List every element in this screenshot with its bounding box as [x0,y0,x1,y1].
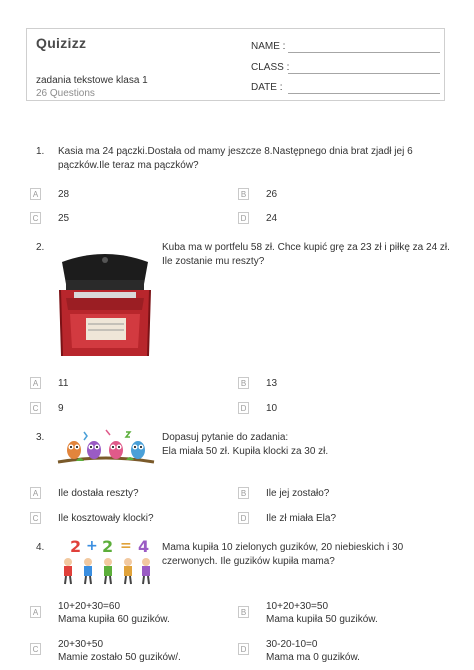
worksheet-title: zadania tekstowe klasa 1 [36,75,148,86]
option-text[interactable]: 28 [58,189,70,200]
option-letter[interactable]: C [30,643,41,655]
question-number: 3. [36,432,45,443]
date-line[interactable] [288,93,440,94]
option-text[interactable]: Ile kosztowały klocki? [58,513,154,524]
class-label: CLASS : [251,62,290,73]
option-letter[interactable]: B [238,487,249,499]
question-number: 2. [36,242,45,253]
class-line[interactable] [288,73,440,74]
quizizz-logo: Quizizz [36,35,87,51]
svg-text:2: 2 [102,537,114,556]
option-letter[interactable]: A [30,487,41,499]
owls-image [56,428,156,474]
svg-text:+: + [86,538,98,554]
svg-text:4: 4 [138,537,150,556]
option-text[interactable]: Ile dostała reszty? [58,488,139,499]
option-letter[interactable]: D [238,512,249,524]
math-kids-image [56,536,156,586]
question-number: 4. [36,542,45,553]
option-text[interactable]: Ile jej zostało? [266,488,330,499]
option-letter[interactable]: B [238,188,249,200]
option-letter[interactable]: C [30,402,41,414]
option-text[interactable]: 13 [266,378,278,389]
option-text[interactable]: 10+20+30=60 Mama kupiła 60 guzików. [58,601,170,625]
option-letter[interactable]: D [238,402,249,414]
question-text: Dopasuj pytanie do zadania: Ela miała 50 zł. Kupiła klocki za 30 zł. [162,432,329,457]
question-text: Kuba ma w portfelu 58 zł. Chce kupić grę za 23 zł i piłkę za 24 zł. Ile zostanie mu reszty? [162,242,450,267]
wallet-image [56,244,154,362]
option-letter[interactable]: B [238,606,249,618]
option-letter[interactable]: A [30,606,41,618]
question-number: 1. [36,146,45,157]
option-text[interactable]: 10+20+30=50 Mama kupiła 50 guzików. [266,601,378,625]
option-letter[interactable]: B [238,377,249,389]
svg-text:2: 2 [70,537,82,556]
option-letter[interactable]: A [30,188,41,200]
question-text: Kasia ma 24 pączki.Dostała od mamy jeszcze 8.Następnego dnia brat zjadł jej 6 pączków.Ile teraz ma pączków? [58,146,413,171]
option-text[interactable]: 20+30+50 Mamie zostało 50 guzików/. [58,639,181,663]
option-text[interactable]: Ile zł miała Ela? [266,513,337,524]
option-letter[interactable]: D [238,212,249,224]
option-text[interactable]: 11 [58,378,69,389]
option-text[interactable]: 24 [266,213,278,224]
question-count: 26 Questions [36,88,95,99]
date-label: DATE : [251,82,283,93]
option-text[interactable]: 25 [58,213,70,224]
option-text[interactable]: 10 [266,403,278,414]
name-label: NAME : [251,41,286,52]
option-text[interactable]: 9 [58,403,64,414]
name-line[interactable] [288,52,440,53]
option-letter[interactable]: D [238,643,249,655]
option-text[interactable]: 26 [266,189,278,200]
question-text: Mama kupiła 10 zielonych guzików, 20 niebieskich i 30 czerwonych. Ile guzików kupiła mama? [162,542,404,567]
option-letter[interactable]: C [30,512,41,524]
option-text[interactable]: 30-20-10=0 Mama ma 0 guzików. [266,639,360,663]
svg-text:=: = [120,538,132,554]
option-letter[interactable]: A [30,377,41,389]
option-letter[interactable]: C [30,212,41,224]
